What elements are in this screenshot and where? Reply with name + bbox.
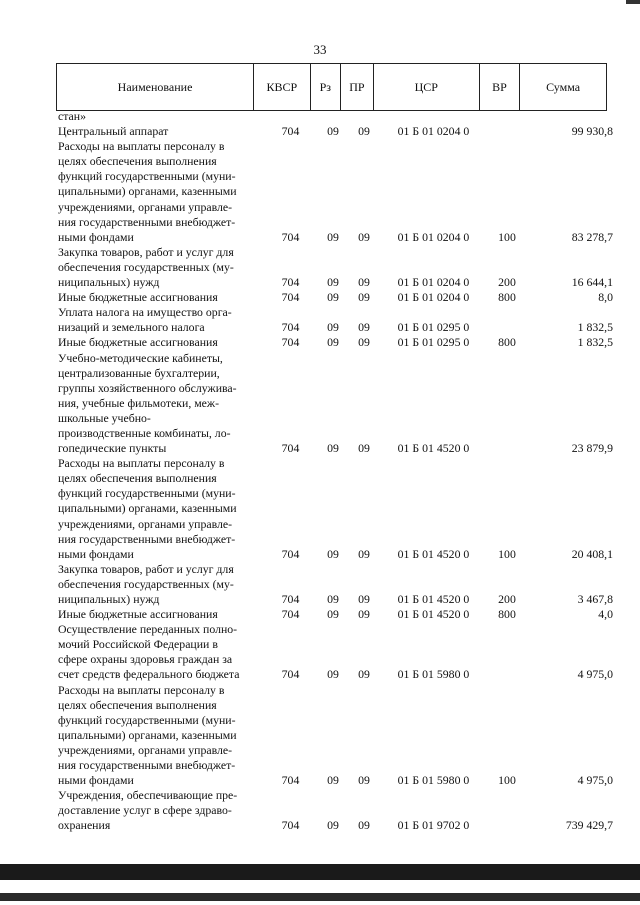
table-row bbox=[0, 335, 640, 350]
row-name-line: производственные комбинаты, ло- bbox=[58, 425, 231, 440]
row-name-line: ниципальных) нужд bbox=[58, 275, 160, 290]
col-header-name: Наименование bbox=[57, 64, 254, 111]
scan-border-bar bbox=[0, 864, 640, 880]
row-name-line: ния государственными внебюджет- bbox=[58, 214, 236, 229]
page-number: 33 bbox=[313, 42, 327, 57]
cell-rz: 09 bbox=[327, 290, 339, 305]
cell-sum: 83 278,7 bbox=[571, 229, 613, 244]
table-row bbox=[0, 683, 640, 789]
cell-pr: 09 bbox=[358, 229, 370, 244]
row-name-line: ципальными) органами, казенными bbox=[58, 727, 237, 742]
table-row bbox=[0, 139, 640, 245]
row-name-line: гопедические пункты bbox=[58, 441, 167, 456]
col-header-vr: ВР bbox=[479, 64, 519, 111]
cell-pr: 09 bbox=[358, 290, 370, 305]
cell-pr: 09 bbox=[358, 441, 370, 456]
row-name-line: ными фондами bbox=[58, 229, 134, 244]
row-name-line: учреждениями, органами управле- bbox=[58, 199, 233, 214]
cell-rz: 09 bbox=[327, 320, 339, 335]
table-row bbox=[0, 622, 640, 682]
table-row bbox=[0, 109, 640, 124]
cell-kvsr: 704 bbox=[281, 592, 300, 606]
table-row bbox=[0, 456, 640, 562]
cell-csr: 01 Б 01 4520 0 bbox=[397, 607, 470, 622]
row-name bbox=[58, 290, 257, 305]
cell-kvsr: 704 bbox=[281, 818, 300, 833]
cell-rz: 09 bbox=[327, 275, 339, 290]
cell-pr: 09 bbox=[358, 773, 370, 788]
cell-kvsr: 704 bbox=[281, 546, 300, 561]
row-name-line: Иные бюджетные ассигнования bbox=[58, 335, 218, 350]
row-name-line: Расходы на выплаты персоналу в bbox=[58, 682, 225, 697]
row-name-line: обеспечения государственных (му- bbox=[58, 259, 234, 274]
table-header bbox=[56, 63, 607, 111]
col-header-sum: Сумма bbox=[520, 64, 607, 111]
table-row bbox=[0, 788, 640, 833]
cell-pr: 09 bbox=[358, 275, 370, 290]
row-name-line: целях обеспечения выполнения bbox=[58, 697, 217, 712]
cell-rz: 09 bbox=[327, 441, 339, 456]
cell-sum: 1 832,5 bbox=[577, 335, 613, 350]
cell-csr: 01 Б 01 4520 0 bbox=[397, 546, 470, 561]
cell-rz: 09 bbox=[327, 592, 339, 606]
cell-kvsr: 704 bbox=[281, 441, 300, 456]
row-name-line: группы хозяйственного обслужива- bbox=[58, 380, 237, 395]
table-row bbox=[0, 305, 640, 335]
row-name-line: учреждениями, органами управле- bbox=[58, 742, 233, 757]
cell-sum: 1 832,5 bbox=[577, 320, 613, 335]
row-name-line: доставление услуг в сфере здраво- bbox=[58, 803, 232, 818]
row-name-line: стан» bbox=[58, 109, 86, 123]
cell-rz: 09 bbox=[327, 546, 339, 561]
row-name bbox=[58, 305, 257, 335]
row-name-line: охранения bbox=[58, 818, 111, 833]
cell-csr: 01 Б 01 4520 0 bbox=[397, 441, 470, 456]
cell-vr: 100 bbox=[498, 546, 516, 561]
cell-vr: 100 bbox=[498, 773, 516, 788]
cell-pr: 09 bbox=[358, 546, 370, 561]
cell-vr: 800 bbox=[498, 607, 516, 622]
cell-csr: 01 Б 01 0295 0 bbox=[397, 320, 470, 335]
cell-csr: 01 Б 01 9702 0 bbox=[397, 818, 470, 833]
table-row bbox=[0, 245, 640, 290]
row-name-line: учреждениями, органами управле- bbox=[58, 516, 233, 531]
row-name-line: Расходы на выплаты персоналу в bbox=[58, 139, 225, 154]
row-name-line: ципальными) органами, казенными bbox=[58, 501, 237, 516]
row-name-line: Иные бюджетные ассигнования bbox=[58, 290, 218, 305]
cell-pr: 09 bbox=[358, 124, 370, 139]
cell-csr: 01 Б 01 0204 0 bbox=[397, 229, 470, 244]
row-name-line: целях обеспечения выполнения bbox=[58, 154, 217, 169]
cell-pr: 09 bbox=[358, 592, 370, 606]
cell-kvsr: 704 bbox=[281, 229, 300, 244]
cell-csr: 01 Б 01 0204 0 bbox=[397, 124, 470, 139]
table-row bbox=[0, 607, 640, 622]
row-name-line: ципальными) органами, казенными bbox=[58, 184, 237, 199]
row-name bbox=[58, 456, 257, 562]
cell-sum: 23 879,9 bbox=[571, 441, 613, 456]
cell-rz: 09 bbox=[327, 335, 339, 350]
row-name-line: ными фондами bbox=[58, 773, 134, 788]
row-name bbox=[58, 607, 257, 622]
row-name bbox=[58, 788, 257, 833]
col-header-kvsr: КВСР bbox=[254, 64, 310, 111]
cell-sum: 4 975,0 bbox=[577, 667, 613, 682]
row-name-line: Учебно-методические кабинеты, bbox=[58, 350, 223, 365]
table-row bbox=[0, 562, 640, 607]
row-name-line: Учреждения, обеспечивающие пре- bbox=[58, 788, 238, 803]
row-name-line: Расходы на выплаты персоналу в bbox=[58, 456, 225, 471]
row-name-line: ния государственными внебюджет- bbox=[58, 531, 236, 546]
cell-vr: 100 bbox=[498, 229, 516, 244]
cell-sum: 4 975,0 bbox=[577, 773, 613, 788]
cell-rz: 09 bbox=[327, 773, 339, 788]
row-name-line: функций государственными (муни- bbox=[58, 169, 236, 184]
cell-vr: 200 bbox=[498, 592, 516, 606]
cell-pr: 09 bbox=[358, 335, 370, 350]
row-name-line: Центральный аппарат bbox=[58, 124, 169, 139]
row-name bbox=[58, 109, 257, 124]
cell-kvsr: 704 bbox=[281, 124, 300, 139]
row-name bbox=[58, 124, 257, 139]
row-name-line: сфере охраны здоровья граждан за bbox=[58, 652, 233, 667]
cell-vr: 800 bbox=[498, 335, 516, 350]
row-name-line: ными фондами bbox=[58, 546, 134, 561]
row-name-line: Иные бюджетные ассигнования bbox=[58, 607, 218, 622]
row-name-line: школьные учебно- bbox=[58, 410, 151, 425]
row-name-line: функций государственными (муни- bbox=[58, 486, 236, 501]
cell-kvsr: 704 bbox=[281, 275, 300, 290]
row-name-line: централизованные бухгалтерии, bbox=[58, 365, 220, 380]
row-name-line: мочий Российской Федерации в bbox=[58, 637, 218, 652]
cell-sum: 3 467,8 bbox=[577, 592, 613, 606]
cell-sum: 739 429,7 bbox=[565, 818, 613, 833]
row-name-line: Уплата налога на имущество орга- bbox=[58, 305, 232, 320]
cell-sum: 8,0 bbox=[598, 290, 613, 305]
table-row bbox=[0, 290, 640, 305]
cell-kvsr: 704 bbox=[281, 667, 300, 682]
cell-rz: 09 bbox=[327, 124, 339, 139]
row-name-line: Осуществление переданных полно- bbox=[58, 622, 238, 637]
cell-sum: 99 930,8 bbox=[571, 124, 613, 139]
row-name-line: Закупка товаров, работ и услуг для bbox=[58, 561, 234, 576]
row-name bbox=[58, 683, 257, 789]
table-row bbox=[0, 124, 640, 139]
scan-border-bar-lower bbox=[0, 893, 640, 901]
cell-kvsr: 704 bbox=[281, 320, 300, 335]
cell-rz: 09 bbox=[327, 607, 339, 622]
row-name bbox=[58, 351, 257, 457]
row-name-line: счет средств федерального бюджета bbox=[58, 667, 240, 682]
cell-pr: 09 bbox=[358, 667, 370, 682]
cell-csr: 01 Б 01 5980 0 bbox=[397, 773, 470, 788]
cell-rz: 09 bbox=[327, 818, 339, 833]
cell-csr: 01 Б 01 0204 0 bbox=[397, 275, 470, 290]
cell-kvsr: 704 bbox=[281, 773, 300, 788]
cell-kvsr: 704 bbox=[281, 290, 300, 305]
cell-sum: 16 644,1 bbox=[571, 275, 613, 290]
row-name bbox=[58, 245, 257, 290]
cell-rz: 09 bbox=[327, 667, 339, 682]
cell-kvsr: 704 bbox=[281, 335, 300, 350]
row-name-line: функций государственными (муни- bbox=[58, 712, 236, 727]
row-name bbox=[58, 622, 257, 682]
row-name-line: Закупка товаров, работ и услуг для bbox=[58, 244, 234, 259]
cell-vr: 800 bbox=[498, 290, 516, 305]
cell-csr: 01 Б 01 0204 0 bbox=[397, 290, 470, 305]
scan-corner-mark bbox=[626, 0, 640, 4]
col-header-rz: Рз bbox=[310, 64, 341, 111]
row-name bbox=[58, 335, 257, 350]
row-name-line: ния государственными внебюджет- bbox=[58, 758, 236, 773]
row-name-line: ниципальных) нужд bbox=[58, 592, 160, 606]
row-name-line: обеспечения государственных (му- bbox=[58, 576, 234, 591]
cell-csr: 01 Б 01 0295 0 bbox=[397, 335, 470, 350]
table-body bbox=[0, 109, 640, 834]
cell-sum: 20 408,1 bbox=[571, 546, 613, 561]
cell-kvsr: 704 bbox=[281, 607, 300, 622]
cell-pr: 09 bbox=[358, 818, 370, 833]
col-header-pr: ПР bbox=[341, 64, 374, 111]
cell-pr: 09 bbox=[358, 320, 370, 335]
row-name-line: низаций и земельного налога bbox=[58, 320, 205, 335]
row-name-line: ния, учебные фильмотеки, меж- bbox=[58, 395, 219, 410]
col-header-csr: ЦСР bbox=[373, 64, 479, 111]
cell-pr: 09 bbox=[358, 607, 370, 622]
row-name-line: целях обеспечения выполнения bbox=[58, 471, 217, 486]
cell-vr: 200 bbox=[498, 275, 516, 290]
row-name bbox=[58, 139, 257, 245]
cell-rz: 09 bbox=[327, 229, 339, 244]
row-name bbox=[58, 562, 257, 607]
cell-sum: 4,0 bbox=[598, 607, 613, 622]
cell-csr: 01 Б 01 5980 0 bbox=[397, 667, 470, 682]
cell-csr: 01 Б 01 4520 0 bbox=[397, 592, 470, 606]
table-row bbox=[0, 351, 640, 457]
